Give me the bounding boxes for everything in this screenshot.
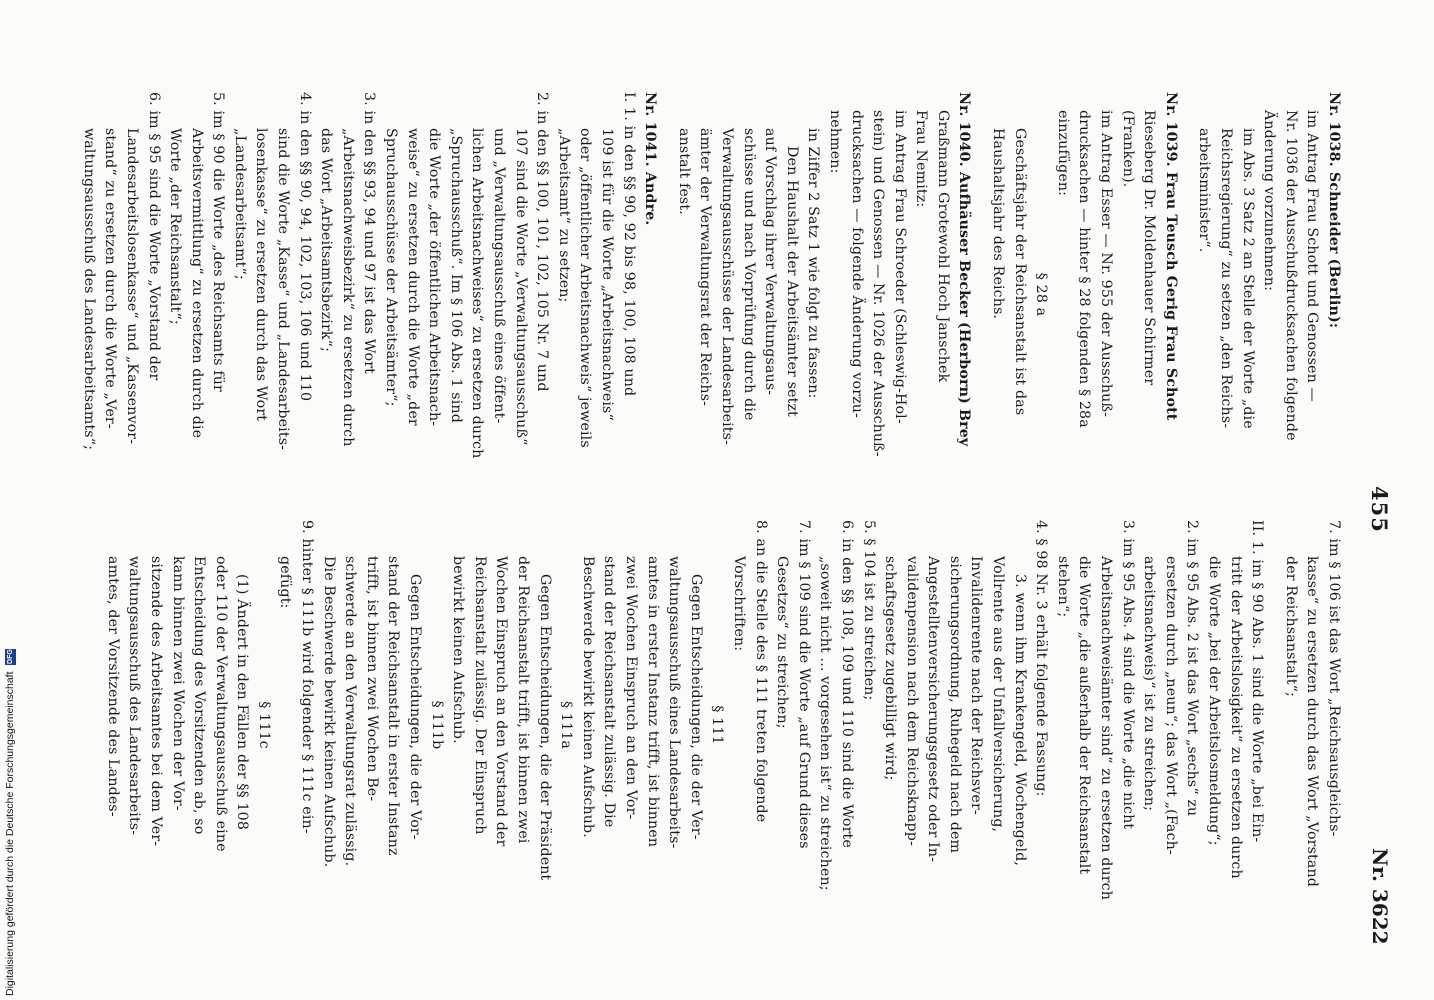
text-line: stand der Reichsanstalt zulässig. Die bbox=[601, 556, 618, 828]
text-line: 5. im § 90 die Worte „des Reichsamts für bbox=[210, 92, 227, 392]
text-line: stand“ zu ersetzen durch die Worte „Ver- bbox=[102, 128, 119, 429]
text-line: kasse“ zu ersetzen durch das Wort „Vorstand bbox=[1304, 556, 1321, 887]
text-line: schüsse und nach Vorprüfung durch die bbox=[740, 128, 757, 421]
text-line: I. 1. in den §§ 90, 92 bis 98, 100, 108 und bbox=[620, 92, 637, 397]
text-line: § 111 bbox=[709, 705, 726, 745]
text-line: waltungsausschuß eines Landesarbeits- bbox=[666, 556, 683, 849]
text-line: das Wort „Arbeitsamtsbezirk“; bbox=[318, 128, 335, 353]
text-line: Rieseberg Dr. Moldenhauer Schirmer bbox=[1141, 110, 1158, 386]
text-line: § 111c bbox=[255, 701, 272, 749]
text-line: Vollrente aus der Unfallversicherung, bbox=[990, 556, 1007, 833]
text-line: (1) Ändert in den Fällen der §§ 108 bbox=[234, 574, 251, 831]
text-line: amtes in erster Instanz trifft, ist binnen bbox=[644, 556, 661, 848]
text-line: die Worte „bei der Arbeitslosmeldung“; bbox=[1206, 556, 1223, 846]
text-line: Arbeitsnachweisämter sind“ zu ersetzen durch bbox=[1098, 556, 1115, 901]
text-line: ersetzen durch „neun“; das Wort „(Fach- bbox=[1162, 556, 1179, 855]
text-line: Geschäftsjahr der Reichsanstalt ist das bbox=[1011, 128, 1028, 416]
text-line: 3. im § 95 Abs. 4 sind die Worte „die nicht bbox=[1119, 520, 1136, 830]
text-line: Frau Nemitz: bbox=[913, 110, 930, 208]
text-line: einzufügen: bbox=[1054, 110, 1071, 197]
text-line: Nr. 1041. Andre. bbox=[642, 92, 659, 226]
text-line: im Antrag Frau Schroeder (Schleswig-Hol- bbox=[891, 110, 908, 424]
text-line: schwerde an den Verwaltungsrat zulässig. bbox=[342, 556, 359, 867]
spacer bbox=[1267, 520, 1279, 930]
text-line: Reichsregierung“ zu setzen „den Reichs- bbox=[1218, 128, 1235, 429]
text-line: waltungsausschuß des Landesarbeits- bbox=[126, 556, 143, 836]
text-line: der Reichsanstalt“; bbox=[1282, 556, 1299, 697]
text-line: Reichsanstalt zulässig. Der Einspruch bbox=[471, 556, 488, 835]
text-line: Verwaltungsausschüsse der Landesarbeits- bbox=[718, 128, 735, 446]
text-line: 4. in den §§ 90, 94, 102, 103, 106 und 110 bbox=[296, 92, 313, 402]
funding-note bbox=[4, 649, 16, 996]
text-line: Vorschriften: bbox=[730, 556, 747, 652]
text-line: nehmen: bbox=[826, 110, 843, 174]
text-line: in Ziffer 2 Satz 1 wie folgt zu fassen: bbox=[805, 128, 822, 399]
text-line: anstalt fest. bbox=[675, 128, 692, 215]
text-line: Nr. 1036 der Ausschußdrucksachen folgende bbox=[1282, 110, 1299, 441]
left-text-column bbox=[77, 92, 1344, 497]
text-line: § 111a bbox=[558, 700, 575, 750]
text-line: im Antrag Esser — Nr. 955 der Ausschuß- bbox=[1098, 110, 1115, 418]
text-line: „Arbeitsamt“ zu setzen; bbox=[555, 128, 572, 303]
text-line: im Antrag Frau Schott und Genossen — bbox=[1304, 110, 1321, 402]
text-line: stein) und Genossen — Nr. 1026 der Ausschuß- bbox=[870, 110, 887, 457]
text-line: 5. § 104 ist zu streichen; bbox=[860, 520, 877, 701]
spacer bbox=[975, 92, 987, 497]
text-line: stehen“; bbox=[1054, 556, 1071, 618]
spacer bbox=[660, 92, 672, 497]
text-line: 4. § 98 Nr. 3 erhält folgende Fassung: bbox=[1033, 520, 1050, 797]
text-line: 9. hinter § 111b wird folgender § 111c ein- bbox=[299, 520, 316, 834]
text-line: der Reichsanstalt trifft, ist binnen zwei bbox=[515, 556, 532, 844]
text-line: gefügt: bbox=[277, 556, 294, 609]
text-line: auf Vorschlag ihrer Verwaltungsaus- bbox=[762, 128, 779, 396]
text-line: Graßmann Grotewohl Hoch Janschek bbox=[934, 110, 951, 383]
text-line: Nr. 1040. Aufhäuser Becker (Herborn) Brey bbox=[956, 92, 973, 447]
text-line: sitzende des Arbeitsamtes bei dem Ver- bbox=[147, 556, 164, 847]
text-line: arbeitsnachweis)“ ist zu streichen; bbox=[1141, 556, 1158, 812]
text-line: 2. im § 95 Abs. 2 ist das Wort „sechs“ zu bbox=[1184, 520, 1201, 817]
text-line: Beschwerde bewirkt keinen Aufschub. bbox=[579, 556, 596, 838]
text-line: amtes, der Vorsitzende des Landes- bbox=[104, 556, 121, 817]
text-line: 7. im § 109 sind die Worte „auf Grund dieses bbox=[795, 520, 812, 849]
text-line: Gegen Entscheidungen, die der Vor- bbox=[407, 574, 424, 840]
text-line: (Franken). bbox=[1119, 110, 1136, 188]
text-line: weise“ zu ersetzen durch die Worte „der bbox=[404, 128, 421, 426]
dfg-logo: DFG bbox=[6, 649, 14, 664]
text-line: drucksachen — folgende Änderung vorzu- bbox=[848, 110, 865, 418]
funding-note-text: Digitalisierung gefördert durch die Deutsche Forschungsgemeinschaft bbox=[4, 671, 16, 996]
page-number: 455 bbox=[1367, 486, 1392, 533]
text-line: Nr. 1038. Schneider (Berlin): bbox=[1326, 92, 1342, 329]
text-line: sind die Worte „Kasse“ und „Landesarbeits- bbox=[275, 128, 292, 451]
spacer bbox=[1181, 92, 1193, 497]
text-line: drucksachen — hinter § 28 folgenden § 28a bbox=[1076, 110, 1093, 428]
text-line: Gegen Entscheidungen, die der Ver- bbox=[687, 574, 704, 840]
text-line: § 111b bbox=[428, 700, 445, 750]
text-line: Die Beschwerde bewirkt keinen Aufschub. bbox=[320, 556, 337, 868]
text-line: ämter der Verwaltungsrat der Reichs- bbox=[697, 128, 714, 407]
text-line: Angestelltenversicherungsgesetz oder In- bbox=[925, 556, 942, 863]
text-line: lichen Arbeitsnachweises“ zu ersetzen durch bbox=[469, 128, 486, 459]
funding-footer bbox=[4, 6, 20, 996]
text-line: Haushaltsjahr des Reichs. bbox=[990, 128, 1007, 320]
text-line: § 28 a bbox=[1033, 272, 1050, 317]
text-line: Entscheidung des Vorsitzenden ab, so bbox=[191, 556, 208, 835]
right-text-column bbox=[101, 520, 1344, 930]
text-line: losenkasse“ zu ersetzen durch das Wort bbox=[253, 128, 270, 422]
text-line: 3. in den §§ 93, 94 und 97 ist das Wort bbox=[361, 92, 378, 374]
text-line: die Worte „der öffentlichen Arbeitsnach- bbox=[426, 128, 443, 427]
text-line: II. 1. im § 90 Abs. 1 sind die Worte „bei Ein- bbox=[1249, 520, 1266, 843]
text-line: 8. an die Stelle des § 111 treten folgende bbox=[752, 520, 769, 823]
text-line: 107 sind die Worte „Verwaltungsausschuß“ bbox=[512, 128, 529, 446]
text-line: Gesetzes“ zu streichen; bbox=[774, 556, 791, 729]
text-line: Nr. 1039. Frau Teusch Gerig Frau Schott bbox=[1162, 92, 1179, 421]
document-number: Nr. 3622 bbox=[1368, 848, 1392, 945]
text-line: arbeitsminister“. bbox=[1196, 128, 1213, 253]
text-line: oder „öffentlicher Arbeitsnachweis“ jeweils bbox=[577, 128, 594, 448]
text-line: „Landesarbeitsamt“; bbox=[231, 128, 248, 280]
text-line: Wochen Einspruch an den Vorstand der bbox=[493, 556, 510, 847]
text-line: „Spruchausschuß“. Im § 106 Abs. 1 sind bbox=[447, 128, 464, 423]
text-line: Spruchausschüsse der Arbeitsämter“; bbox=[383, 128, 400, 407]
text-line: „soweit nicht ... vorgesehen ist“ zu streichen; bbox=[817, 556, 834, 891]
text-line: Änderung vorzunehmen: bbox=[1261, 110, 1278, 292]
text-line: Arbeitsvermittlung“ zu ersetzen durch die bbox=[188, 128, 205, 439]
text-line: zwei Wochen Einspruch an den Vor- bbox=[623, 556, 639, 820]
text-line: 2. in den §§ 100, 101, 102, 105 Nr. 7 und bbox=[534, 92, 551, 392]
text-line: tritt der Arbeitslosigkeit“ zu ersetzen durch bbox=[1227, 556, 1244, 879]
text-line: Invalidenrente nach der Reichsver- bbox=[968, 556, 985, 815]
text-line: 6. im § 95 sind die Worte „Vorstand der bbox=[145, 92, 162, 381]
text-line: waltungsausschuß des Landesarbeitsamts“; bbox=[80, 128, 97, 451]
text-line: 109 ist für die Worte „Arbeitsnachweis“ bbox=[599, 128, 615, 421]
text-line: und „Verwaltungsausschuß eines öffent- bbox=[491, 128, 508, 424]
text-line: bewirkt keinen Aufschub. bbox=[450, 556, 467, 744]
text-line: die Worte „die außerhalb der Reichsanstalt bbox=[1076, 556, 1093, 875]
text-line: 3. wenn ihm Krankengeld, Wochengeld, bbox=[1011, 574, 1028, 867]
text-line: Den Haushalt der Arbeitsämter setzt bbox=[783, 146, 800, 417]
text-line: stand der Reichsanstalt in erster Instanz bbox=[385, 556, 402, 856]
text-line: kann binnen zwei Wochen der Vor- bbox=[169, 556, 186, 811]
text-line: validenpension nach dem Reichsknapp- bbox=[903, 556, 920, 846]
text-line: trifft, ist binnen zwei Wochen Be- bbox=[363, 556, 380, 802]
text-line: „Arbeitsnachweisbezirk“ zu ersetzen durch bbox=[339, 128, 356, 447]
text-line: 6. in den §§ 108, 109 und 110 sind die Worte bbox=[838, 520, 855, 848]
text-line: 7. im § 106 ist das Wort „Reichsausgleichs- bbox=[1326, 520, 1342, 837]
text-line: im Abs. 3 Satz 2 an Stelle der Worte „die bbox=[1239, 128, 1256, 429]
text-line: Landesarbeitslosenkasse“ und „Kassenvor- bbox=[123, 128, 140, 445]
text-line: sicherungsordnung, Ruhegeld nach dem bbox=[946, 556, 963, 854]
text-line: Gegen Entscheidungen, die der Präsident bbox=[536, 574, 553, 881]
text-line: oder 110 der Verwaltungsausschuß eine bbox=[212, 556, 229, 852]
text-line: Worte „der Reichsanstalt“; bbox=[167, 128, 184, 325]
text-line: schaftsgesetz zugebilligt wird; bbox=[882, 556, 899, 781]
